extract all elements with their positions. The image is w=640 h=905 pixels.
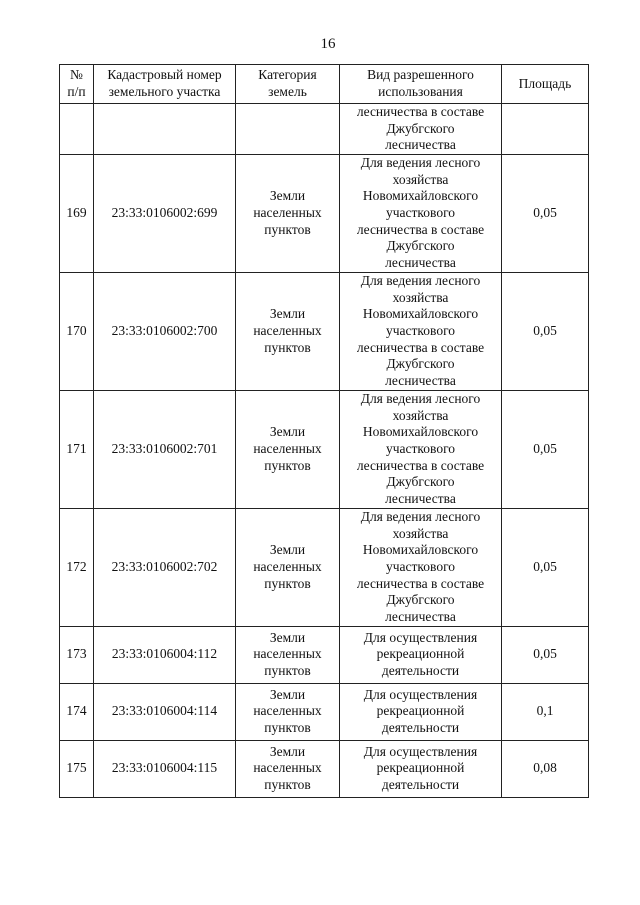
cell-use-line: лесничества в составе [356,221,485,237]
cell-use-line: рекреационной [376,646,465,662]
cell-category-line: пунктов [264,720,311,736]
cell-category-line: населенных [253,322,322,338]
cell-use-line: Для осуществления [363,629,478,645]
cell-area: 0,05 [502,154,589,272]
header-use [340,65,502,104]
cell-category-line: пунктов [264,777,311,793]
table-row [60,508,589,626]
header-use-line-2: использования [378,84,463,99]
cell-use [340,508,502,626]
cell-num: 175 [60,740,94,797]
cell-use-line: участкового [385,558,456,574]
cell-use-line: участкового [385,440,456,456]
header-use-line-1: Вид разрешенного [367,67,474,83]
cell-category-line: пунктов [264,457,311,473]
cell-use-line: деятельности [381,720,460,736]
header-num [60,65,94,104]
cell-use-line: Джубгского [386,238,455,254]
cell-cadastral: 23:33:0106004:115 [94,740,236,797]
cell-category [236,626,340,683]
cell-num: 173 [60,626,94,683]
cell-use [340,740,502,797]
header-cadastral [94,65,236,104]
cell-category-line: населенных [253,558,322,574]
cell-use-line: лесничества [385,608,456,624]
cell-use-line: Для осуществления [363,686,478,702]
cell-area: 0,05 [502,272,589,390]
page-number: 16 [320,36,336,52]
table-row [60,683,589,740]
cell-cadastral: 23:33:0106002:701 [94,390,236,508]
cell-category-line: пунктов [264,575,311,591]
cell-use-line: Новомихайловского [362,542,479,558]
table-row [60,740,589,797]
cell-category-line: пунктов [264,221,311,237]
cell-category-line: Земли [269,188,306,204]
cell-use-line: лесничества в составе [356,104,485,119]
cell-cadastral: 23:33:0106002:702 [94,508,236,626]
cell-cadastral: 23:33:0106004:112 [94,626,236,683]
cell-use-line: участкового [385,322,456,338]
cell-use-line: лесничества в составе [356,339,485,355]
header-cadastral-line-2: земельного участка [108,84,221,99]
cell-cadastral: 23:33:0106004:114 [94,683,236,740]
cell-use-line: рекреационной [376,760,465,776]
cell-num: 174 [60,683,94,740]
cell-category-line: населенных [253,760,322,776]
cell-use-line: лесничества [385,490,456,506]
cell-use [340,683,502,740]
cell-use-line: хозяйства [392,525,449,541]
cell-category [236,272,340,390]
cell-area: 0,05 [502,390,589,508]
cell-use-line: хозяйства [392,171,449,187]
cell-use-line: Джубгского [386,120,455,136]
cell-use-line: Для осуществления [363,743,478,759]
cell-category [236,154,340,272]
cell-category-line: населенных [253,204,322,220]
cell-category [236,104,340,155]
header-num-line-2: п/п [67,84,86,99]
cell-use-line: Для ведения лесного [360,509,481,525]
cell-use-line: деятельности [381,777,460,793]
cell-area: 0,05 [502,508,589,626]
cell-use-line: Для ведения лесного [360,155,481,171]
cell-category-line: Земли [269,424,306,440]
cell-use-line: Новомихайловского [362,424,479,440]
land-plots-table [59,64,589,798]
cell-area: 0,08 [502,740,589,797]
header-cadastral-line-1: Кадастровый номер [107,67,222,83]
header-category-line-2: земель [268,84,307,99]
cell-use-line: лесничества [385,137,456,153]
cell-category [236,390,340,508]
cell-use-line: Новомихайловского [362,188,479,204]
cell-area: 0,1 [502,683,589,740]
table-row [60,272,589,390]
cell-use [340,390,502,508]
cell-use-line: лесничества [385,254,456,270]
cell-category-line: населенных [253,703,322,719]
cell-num: 171 [60,390,94,508]
table-row [60,390,589,508]
cell-use-line: Джубгского [386,592,455,608]
cell-num: 170 [60,272,94,390]
table-header-row [60,65,589,104]
cell-cadastral: 23:33:0106002:700 [94,272,236,390]
header-num-line-1: № [70,67,83,83]
cell-category-line: Земли [269,743,306,759]
cell-area [502,104,589,155]
table-row-continuation [60,104,589,155]
cell-category-line: Земли [269,542,306,558]
cell-num [60,104,94,155]
header-area-label: Площадь [518,75,572,91]
cell-category-line: Земли [269,629,306,645]
cell-use-line: Джубгского [386,474,455,490]
cell-category-line: пунктов [264,339,311,355]
cell-use-line: хозяйства [392,407,449,423]
cell-use-line: лесничества в составе [356,457,485,473]
cell-use [340,154,502,272]
cell-category-line: населенных [253,646,322,662]
header-category-line-1: Категория [258,67,317,83]
cell-use [340,626,502,683]
table-row [60,626,589,683]
cell-use-line: Для ведения лесного [360,273,481,289]
cell-category [236,740,340,797]
cell-use-line: Для ведения лесного [360,391,481,407]
cell-use-line: рекреационной [376,703,465,719]
cell-num: 169 [60,154,94,272]
cell-category [236,683,340,740]
cell-category-line: Земли [269,306,306,322]
cell-category-line: пунктов [264,663,311,679]
cell-use-line: лесничества [385,372,456,388]
cell-use-line: Новомихайловского [362,306,479,322]
table-row [60,154,589,272]
header-area [502,65,589,104]
cell-use-line: участкового [385,204,456,220]
cell-use-line: хозяйства [392,289,449,305]
cell-use-line: Джубгского [386,356,455,372]
cell-cadastral: 23:33:0106002:699 [94,154,236,272]
cell-use [340,104,502,155]
cell-use-line: лесничества в составе [356,575,485,591]
cell-category [236,508,340,626]
cell-use [340,272,502,390]
cell-cadastral [94,104,236,155]
cell-use-line: деятельности [381,663,460,679]
table-body [60,104,589,798]
cell-category-line: Земли [269,686,306,702]
cell-num: 172 [60,508,94,626]
header-category [236,65,340,104]
cell-category-line: населенных [253,440,322,456]
cell-area: 0,05 [502,626,589,683]
